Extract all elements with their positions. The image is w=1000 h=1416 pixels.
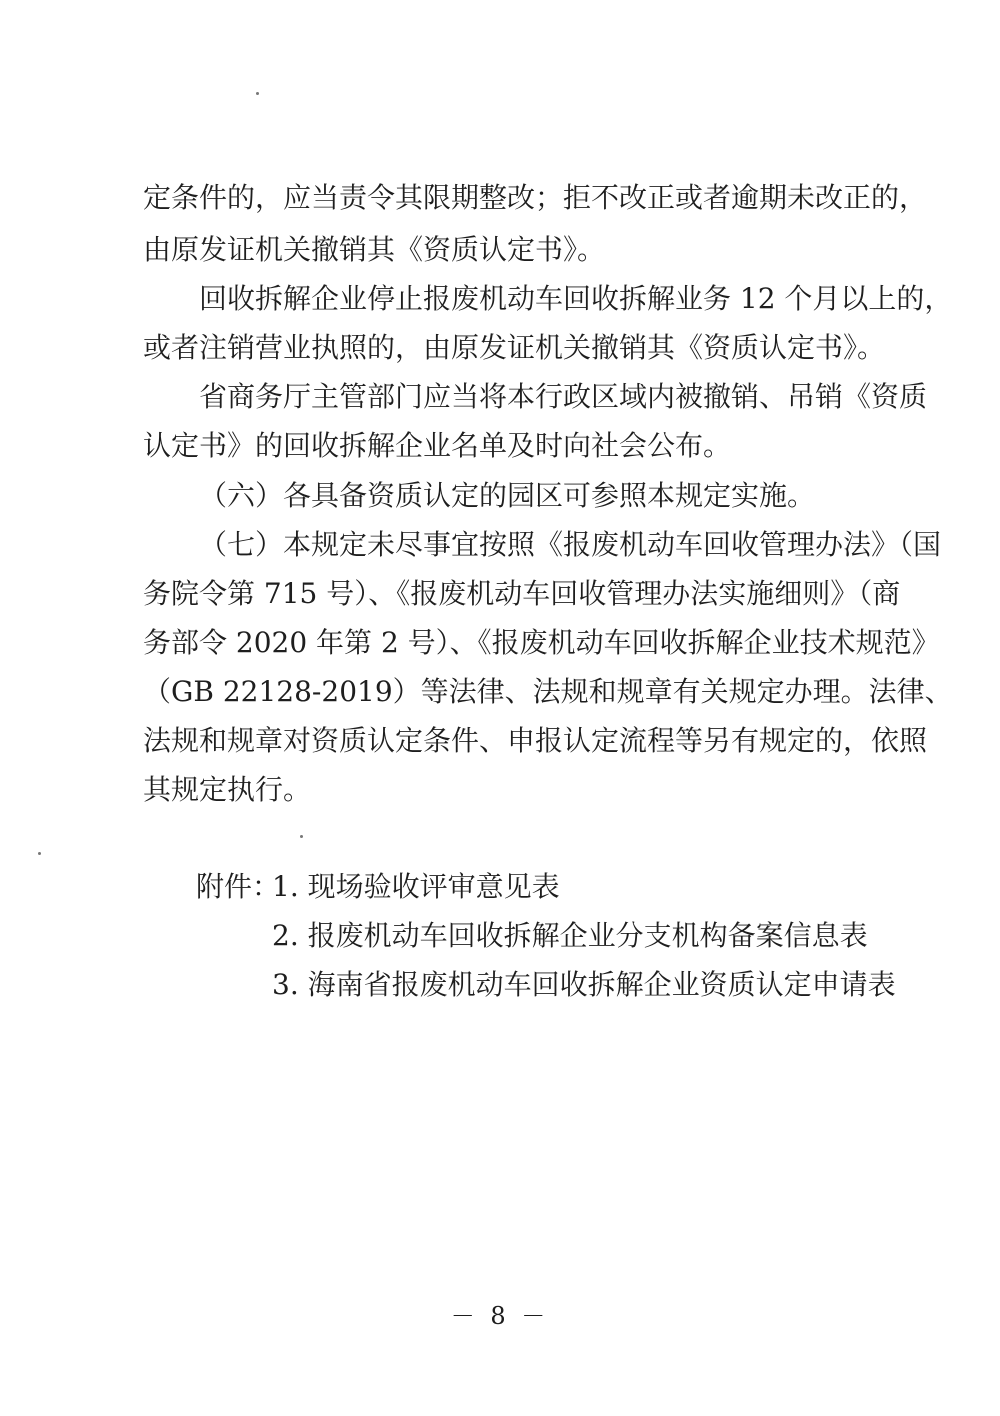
paragraph-line: 务院令第 715 号）、《报废机动车回收管理办法实施细则》（商 [143,577,901,610]
paragraph-line: 回收拆解企业停止报废机动车回收拆解业务 12 个月以上的， [199,282,953,315]
paragraph-line: （GB 22128-2019）等法律、法规和规章有关规定办理。法律、 [143,675,953,708]
scan-speck [300,835,303,838]
page-number: － 8 － [450,1302,550,1330]
paragraph-line: 务部令 2020 年第 2 号）、《报废机动车回收拆解企业技术规范》 [143,626,940,659]
scan-speck [38,852,41,855]
paragraph-line: 由原发证机关撤销其《资质认定书》。 [143,233,606,266]
attachments-label: 附件： [196,870,281,903]
paragraph-line: 定条件的，应当责令其限期整改；拒不改正或者逾期未改正的， [143,181,928,214]
attachment-item: 2. 报废机动车回收拆解企业分支机构备案信息表 [272,919,868,952]
paragraph-line: 或者注销营业执照的，由原发证机关撤销其《资质认定书》。 [143,331,886,364]
scan-speck [256,92,259,95]
paragraph-line: 省商务厅主管部门应当将本行政区域内被撤销、吊销《资质 [199,380,928,413]
attachment-item: 3. 海南省报废机动车回收拆解企业资质认定申请表 [272,968,896,1001]
paragraph-line: （六）各具备资质认定的园区可参照本规定实施。 [199,479,816,512]
paragraph-line: （七）本规定未尽事宜按照《报废机动车回收管理办法》（国 [199,528,942,561]
paragraph-line: 法规和规章对资质认定条件、申报认定流程等另有规定的，依照 [143,724,928,757]
paragraph-line: 其规定执行。 [143,773,312,806]
attachment-item: 1. 现场验收评审意见表 [272,870,560,903]
paragraph-line: 认定书》的回收拆解企业名单及时向社会公布。 [143,429,732,462]
